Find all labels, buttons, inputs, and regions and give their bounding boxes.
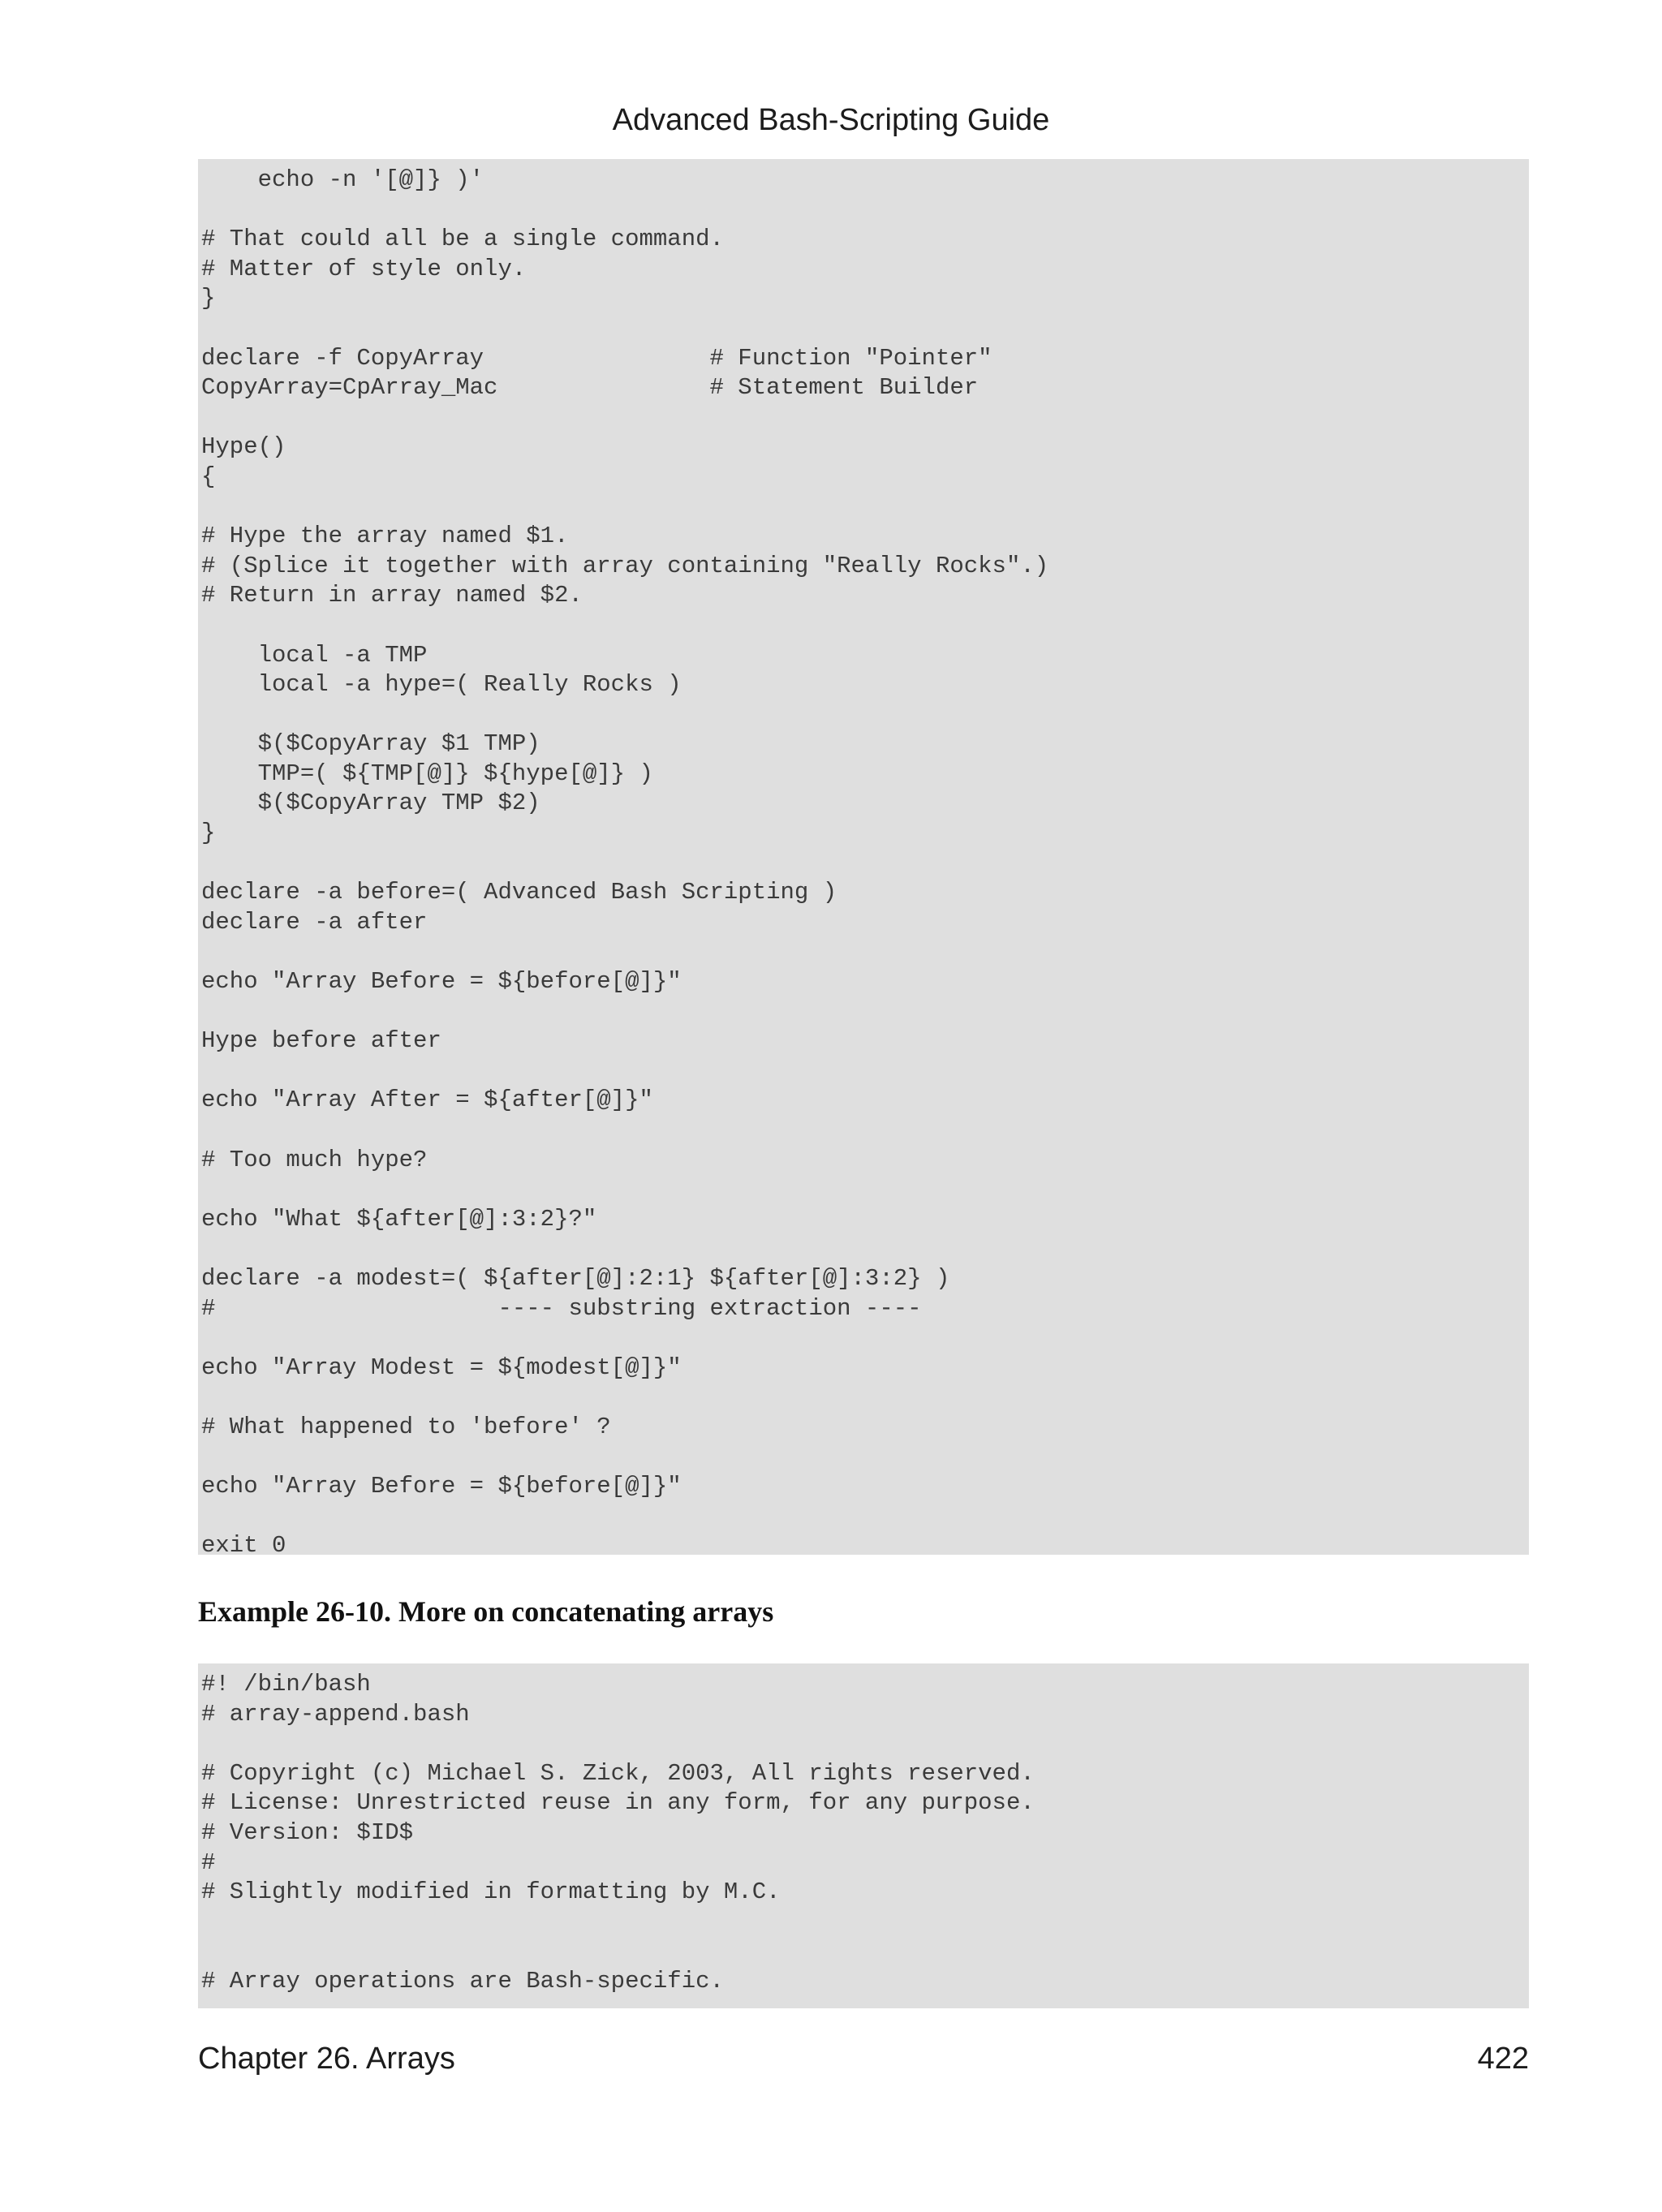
footer-page-number: 422 — [1477, 2042, 1529, 2076]
footer-chapter: Chapter 26. Arrays — [198, 2042, 455, 2076]
example-title: Example 26-10. More on concatenating arrays — [198, 1595, 774, 1628]
code-listing-array-append — [198, 1663, 1529, 2008]
code-listing-continued — [198, 159, 1529, 1560]
page-header-title: Advanced Bash-Scripting Guide — [612, 103, 1050, 137]
code-text: #! /bin/bash # array-append.bash # Copyright (c) Michael S. Zick, 2003, All rights reserved. # License: Unrestricted reuse in any form, for any purpose. # Version: $ID$ # # Slightly modified in formatting by M.C. # Array operations are Bash-specific. — [201, 1671, 1035, 1995]
code-text: echo -n '[@]} )' # That could all be a single command. # Matter of style only. } declare -f CopyArray # Function "Pointer" CopyArray=CpArray_Mac # Statement Builder Hype() { # Hype the array named $1. # (Splice it together with array containing "Really Rocks".) # Return in array named $2. local -a TMP local -a hype=( Really Rocks ) $($CopyArray $1 TMP) TMP=( ${TMP[@]} ${hype[@]} ) $($CopyArray TMP $2) } declare -a before=( Advanced Bash Scripting ) declare -a after echo "Array Before = ${before[@]}" Hype before after echo "Array After = ${after[@]}" # Too much hype? echo "What ${after[@]:3:2}?" declare -a modest=( ${after[@]:2:1} ${after[@]:3:2} ) # ---- substring extraction ---- echo "Array Modest = ${modest[@]}" # What happened to 'before' ? echo "Array Before = ${before[@]}" exit 0 — [201, 166, 1049, 1560]
